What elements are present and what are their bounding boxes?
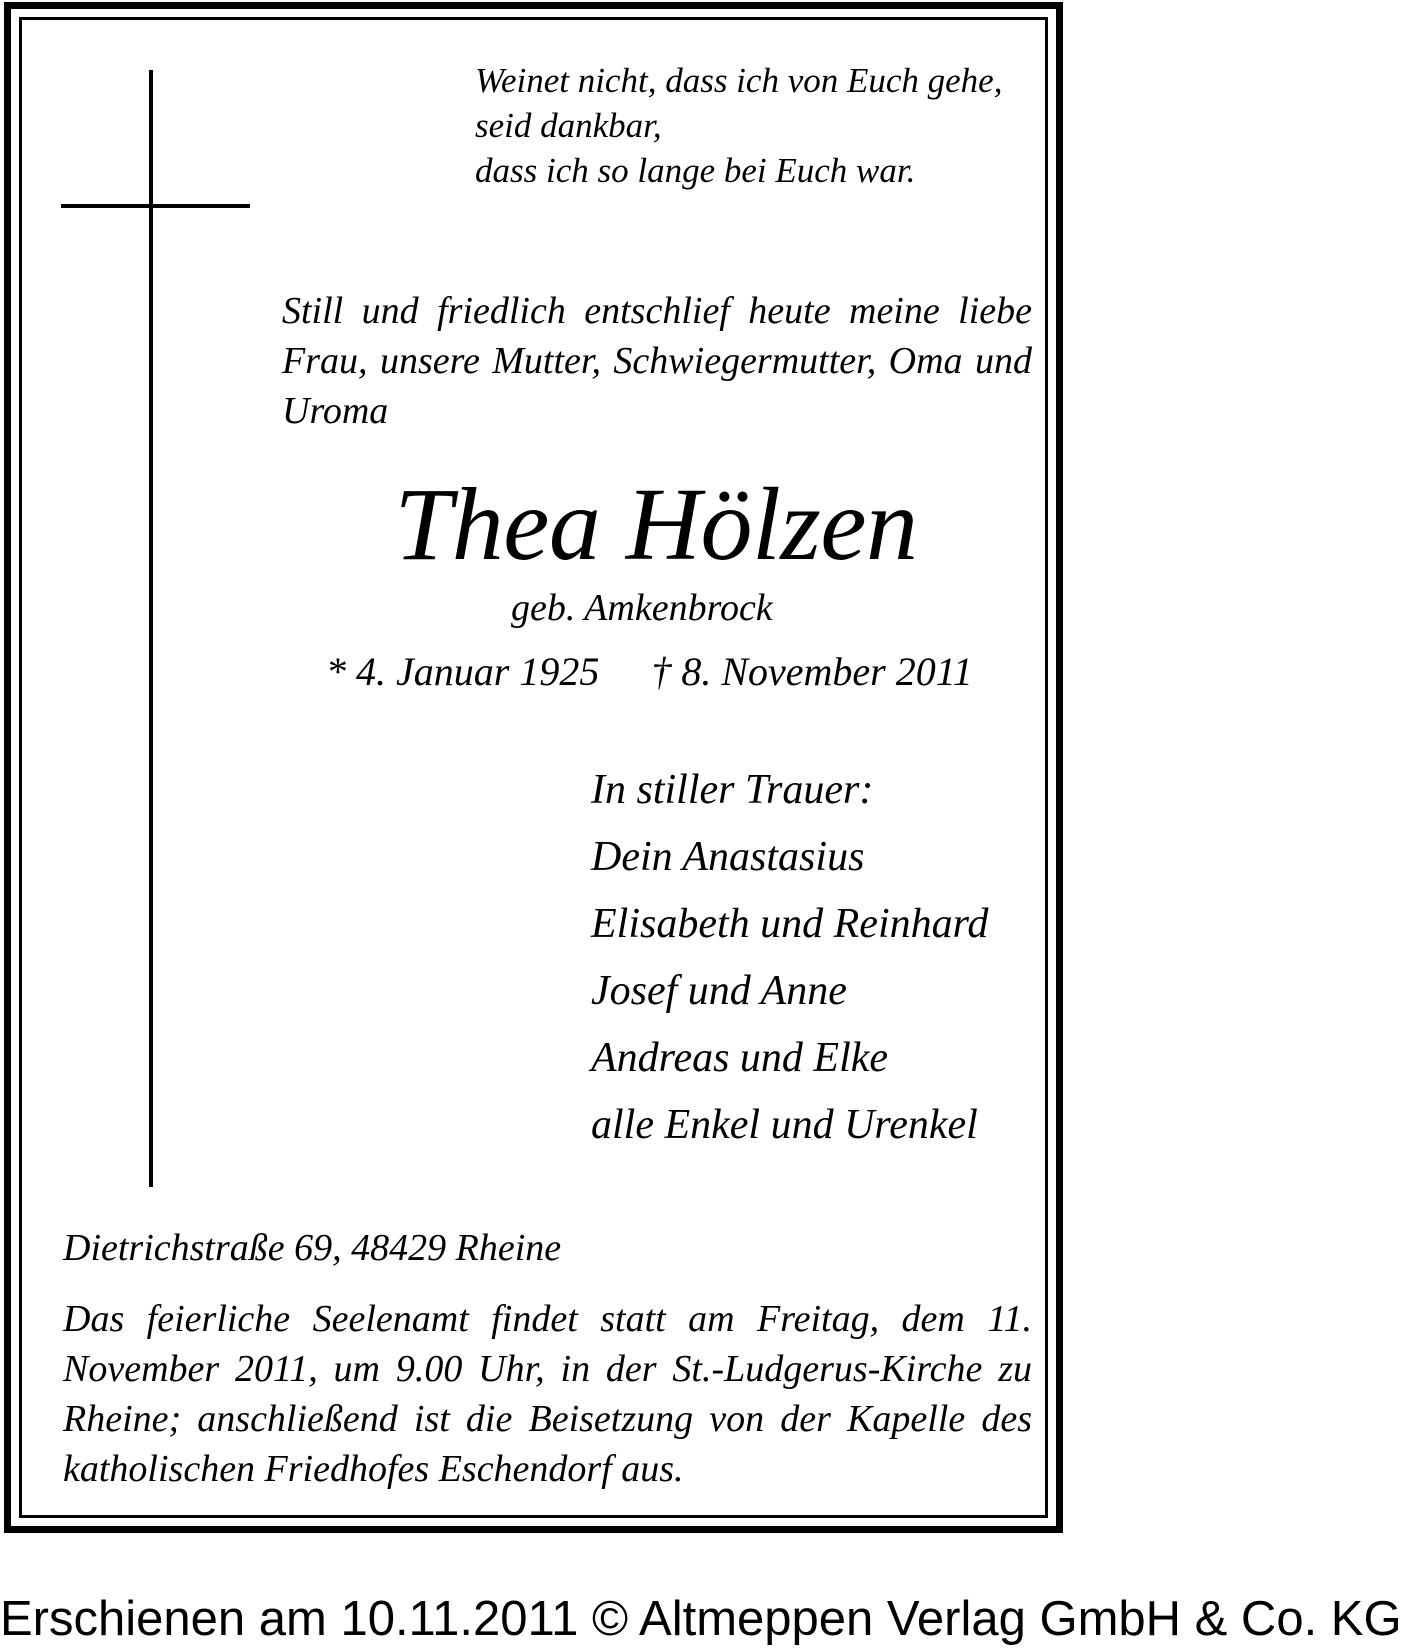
mourner-entry: Dein Anastasius: [591, 834, 865, 880]
death-date: † 8. November 2011: [651, 649, 973, 694]
mourner-entry: Andreas und Elke: [591, 1035, 889, 1081]
mourner-entry: Elisabeth und Reinhard: [591, 901, 989, 947]
cross-horizontal-bar: [61, 204, 250, 208]
quote-line: seid dankbar,: [475, 106, 662, 145]
death-announcement-text: Still und friedlich entschlief heute meine liebe Frau, unsere Mutter, Schwiegermutter, Oma und Uroma: [282, 290, 1032, 432]
maiden-name: geb. Amkenbrock: [511, 587, 773, 629]
quote-line: dass ich so lange bei Euch war.: [475, 151, 916, 190]
family-address: Dietrichstraße 69, 48429 Rheine: [63, 1227, 562, 1269]
life-dates: [326, 647, 973, 697]
mourner-entry: Josef und Anne: [591, 968, 847, 1014]
cross-vertical-bar: [149, 70, 153, 1187]
mourners-list: [591, 757, 988, 1159]
memorial-quote: [475, 58, 1002, 193]
mourners-heading: In stiller Trauer:: [591, 767, 874, 813]
birth-date: * 4. Januar 1925: [326, 649, 600, 694]
quote-line: Weinet nicht, dass ich von Euch gehe,: [475, 61, 1003, 100]
funeral-service-details: Das feierliche Seelenamt findet statt am Freitag, dem 11. November 2011, um 9.00 Uhr, in der St.-Ludgerus-Kirche zu Rheine; anschließend ist die Beisetzung von der Kapelle des katholischen Friedhofes Eschendorf aus.: [63, 1298, 1032, 1490]
deceased-name: Thea Hölzen: [394, 467, 918, 582]
publication-footer: Erschienen am 10.11.2011 © Altmeppen Verlag GmbH & Co. KG: [0, 1592, 1402, 1646]
obituary-notice: [4, 2, 1063, 1533]
mourner-entry: alle Enkel und Urenkel: [591, 1102, 978, 1148]
